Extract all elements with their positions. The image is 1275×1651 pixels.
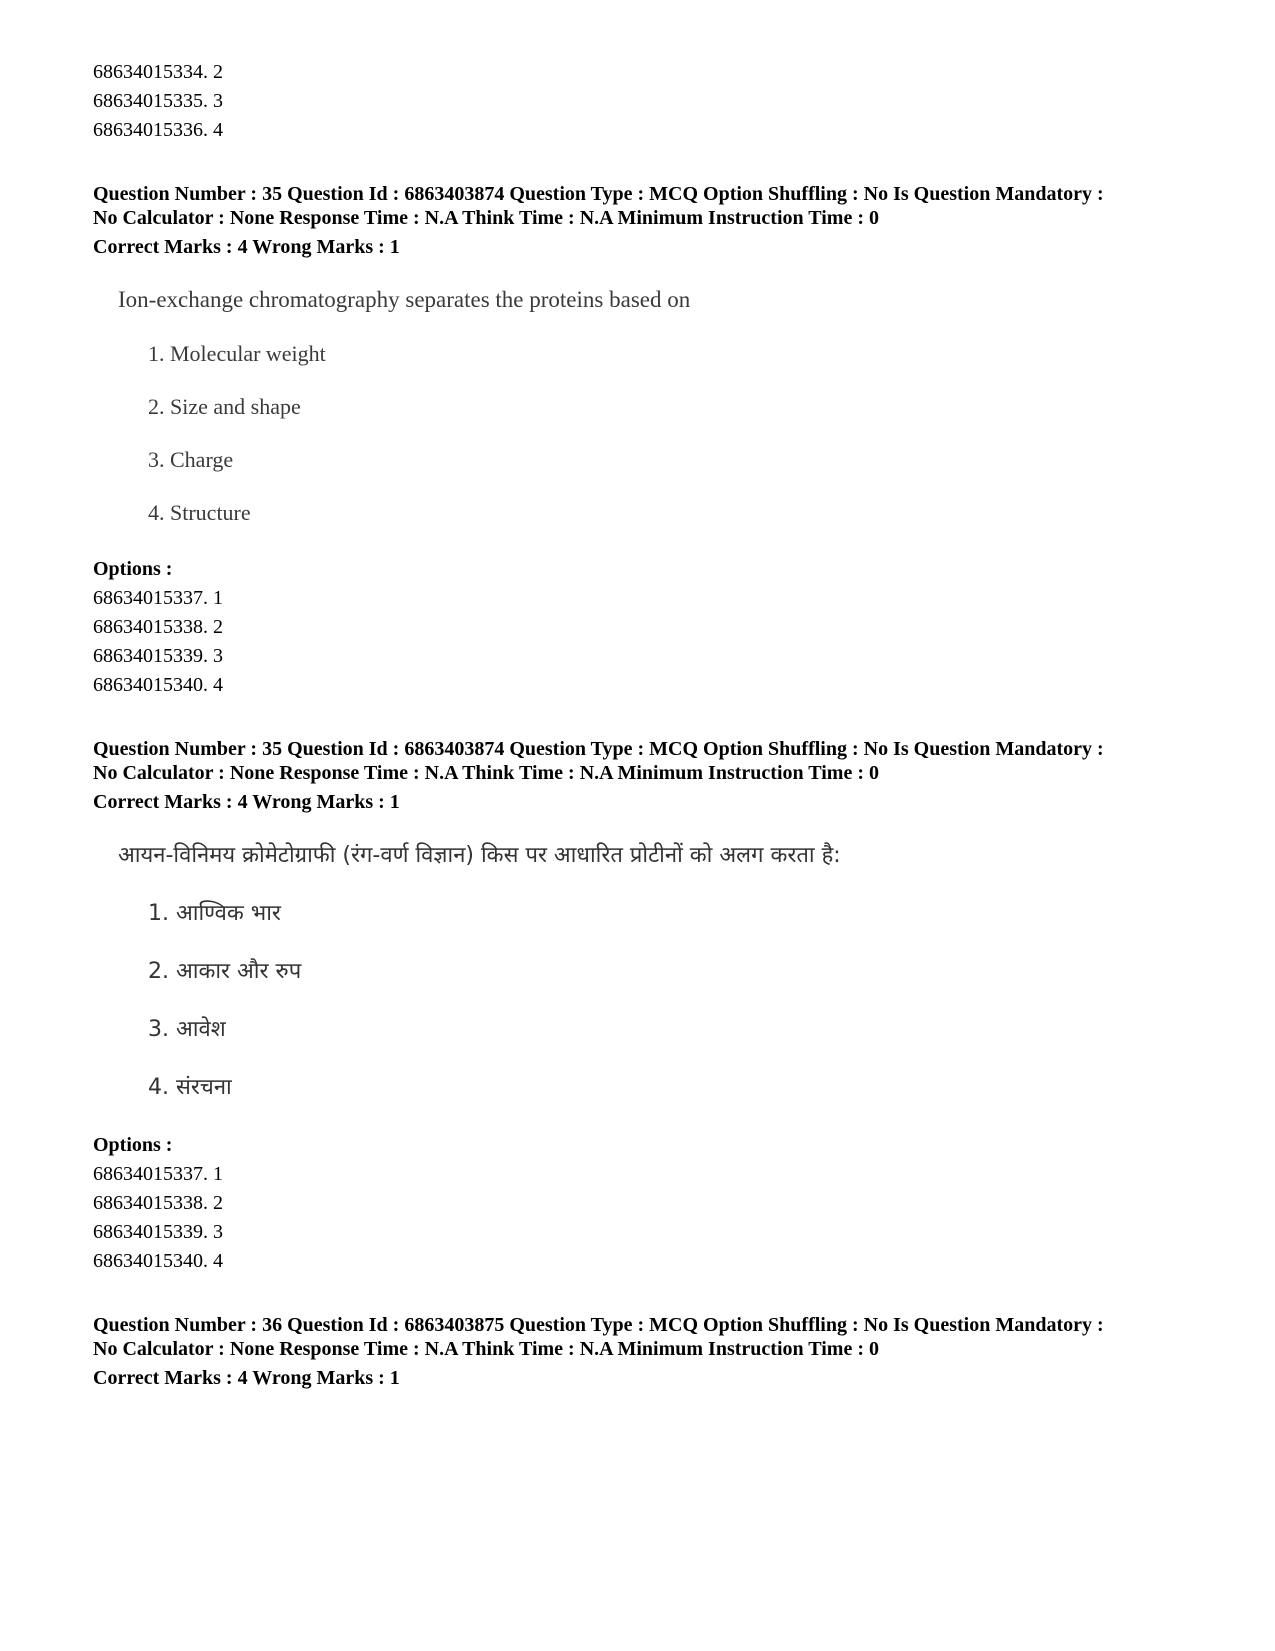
question-marks: Correct Marks : 4 Wrong Marks : 1	[93, 236, 400, 258]
option-line: 68634015335. 3	[93, 90, 223, 112]
answer-choice: 2. Size and shape	[148, 394, 301, 419]
option-line: 68634015337. 1	[93, 587, 223, 609]
question-text: Ion-exchange chromatography separates the proteins based on	[118, 287, 691, 312]
option-line: 68634015340. 4	[93, 674, 223, 696]
question-text: आयन-विनिमय क्रोमेटोग्राफी (रंग-वर्ण विज्ञान) किस पर आधारित प्रोटीनों को अलग करता है:	[118, 843, 841, 868]
option-line: 68634015340. 4	[93, 1250, 223, 1272]
option-line: 68634015337. 1	[93, 1163, 223, 1185]
option-line: 68634015334. 2	[93, 61, 223, 83]
question-header-line1: Question Number : 36 Question Id : 6863403875 Question Type : MCQ Option Shuffling : No Is Question Mandatory :	[93, 1314, 1104, 1336]
question-header-line1: Question Number : 35 Question Id : 6863403874 Question Type : MCQ Option Shuffling : No Is Question Mandatory :	[93, 183, 1104, 205]
question-marks: Correct Marks : 4 Wrong Marks : 1	[93, 1367, 400, 1389]
option-line: 68634015338. 2	[93, 1192, 223, 1214]
question-header-line2: No Calculator : None Response Time : N.A Think Time : N.A Minimum Instruction Time : 0	[93, 762, 879, 784]
answer-choice: 4. Structure	[148, 500, 251, 525]
option-line: 68634015338. 2	[93, 616, 223, 638]
option-line: 68634015339. 3	[93, 1221, 223, 1243]
question-marks: Correct Marks : 4 Wrong Marks : 1	[93, 791, 400, 813]
options-label: Options :	[93, 1134, 173, 1156]
answer-choice: 1. आण्विक भार	[148, 901, 281, 926]
answer-choice: 3. Charge	[148, 447, 234, 472]
question-header-line2: No Calculator : None Response Time : N.A Think Time : N.A Minimum Instruction Time : 0	[93, 207, 879, 229]
option-line: 68634015336. 4	[93, 119, 223, 141]
answer-choice: 1. Molecular weight	[148, 341, 326, 366]
question-header-line1: Question Number : 35 Question Id : 6863403874 Question Type : MCQ Option Shuffling : No Is Question Mandatory :	[93, 738, 1104, 760]
question-header-line2: No Calculator : None Response Time : N.A Think Time : N.A Minimum Instruction Time : 0	[93, 1338, 879, 1360]
answer-choice: 2. आकार और रुप	[148, 959, 302, 984]
answer-choice: 3. आवेश	[148, 1017, 226, 1042]
option-line: 68634015339. 3	[93, 645, 223, 667]
answer-choice: 4. संरचना	[148, 1075, 232, 1100]
options-label: Options :	[93, 558, 173, 580]
